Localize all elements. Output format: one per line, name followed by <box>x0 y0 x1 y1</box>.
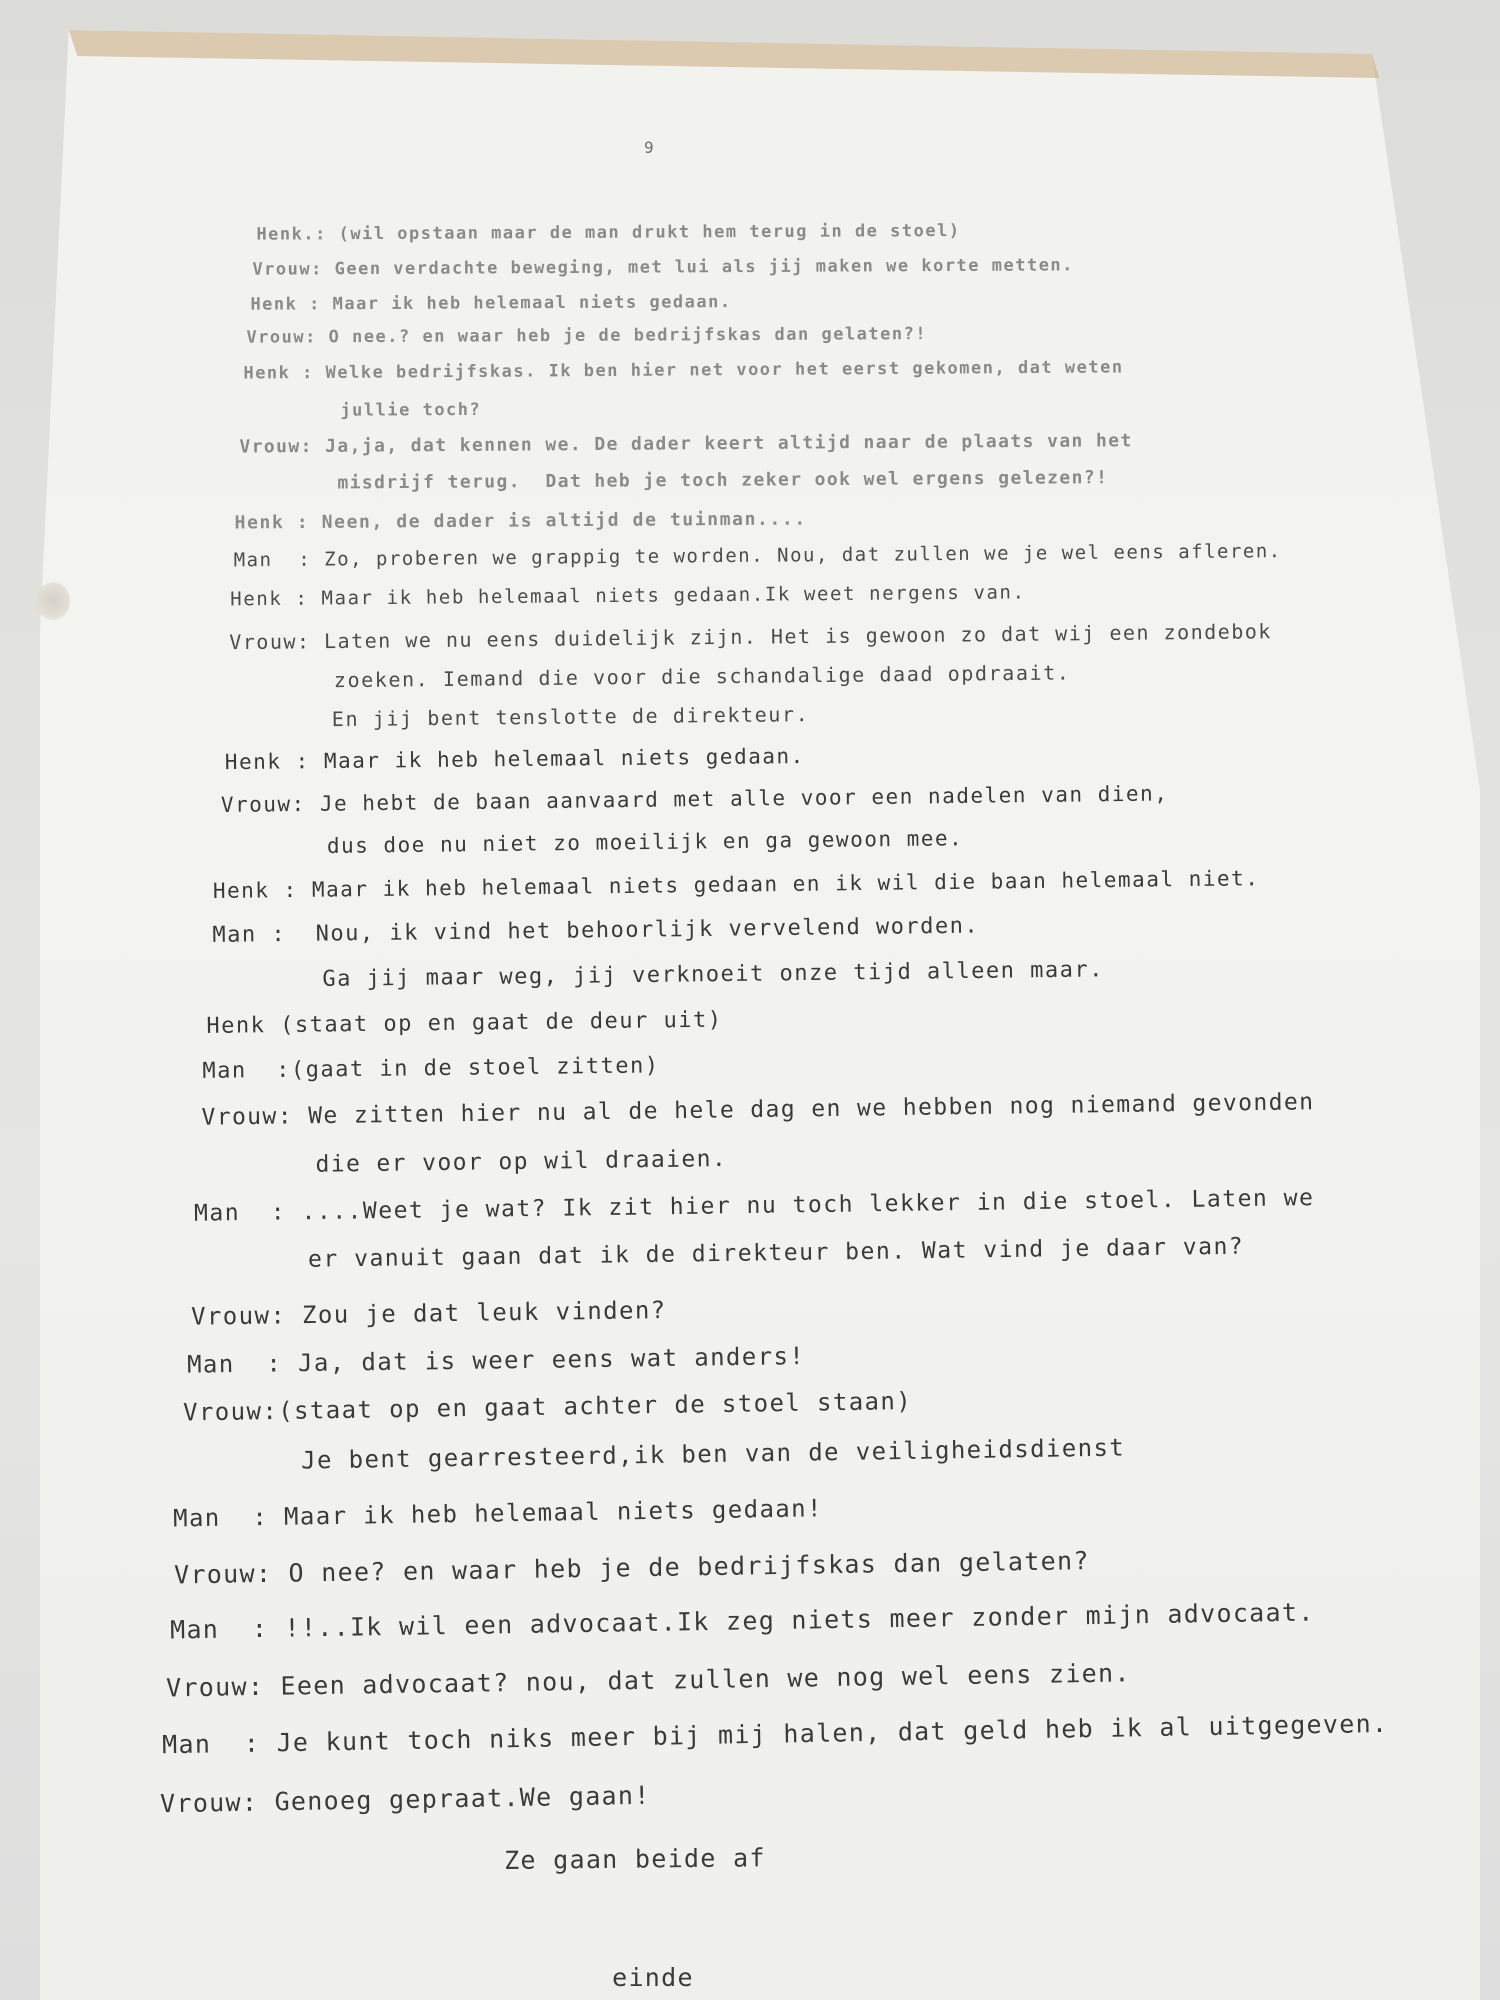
line-text: Zo, proberen we grappig te worden. Nou, dat zullen we je wel eens afleren. <box>324 540 1282 571</box>
line-text: Welke bedrijfskas. Ik ben hier net voor het eerst gekomen, dat weten <box>325 357 1124 383</box>
script-line: Man : Zo, proberen we grappig te worden. Nou, dat zullen we je wel eens afleren. <box>233 540 1282 572</box>
line-text: Nou, ik vind het behoorlijk vervelend worden. <box>315 913 980 947</box>
line-text: Genoeg gepraat.We gaan! <box>274 1780 651 1817</box>
speaker-name: Vrouw <box>173 1559 257 1590</box>
line-text: Maar ik heb helemaal niets gedaan! <box>283 1494 824 1531</box>
speaker-name: Vrouw <box>220 792 292 817</box>
speaker-name: Vrouw <box>182 1397 263 1427</box>
speaker-name: Henk <box>234 512 297 534</box>
speaker-name: Man <box>161 1728 245 1760</box>
speaker-name: Vrouw <box>159 1787 243 1819</box>
script-line: Man :(gaat in de stoel zitten) <box>202 1053 660 1084</box>
script-line: Vrouw: Eeen advocaat? nou, dat zullen we nog wel eens zien. <box>165 1658 1131 1703</box>
speaker-name: Henk <box>230 587 296 611</box>
script-line: Vrouw: Genoeg gepraat.We gaan! <box>159 1780 651 1819</box>
script-line: Henk : Maar ik heb helemaal niets gedaan en ik wil die baan helemaal niet. <box>212 866 1260 903</box>
script-line: Henk : Welke bedrijfskas. Ik ben hier net voor het eerst gekomen, dat weten <box>243 357 1124 384</box>
stage-direction: Ze gaan beide af <box>503 1843 766 1875</box>
script-line: Vrouw: O nee? en waar heb je de bedrijfskas dan gelaten? <box>173 1546 1090 1590</box>
speaker-name: Vrouw <box>201 1103 278 1131</box>
line-text: misdrijf terug. Dat heb je toch zeker ook wel ergens gelezen?! <box>337 467 1109 494</box>
line-text: Je kunt toch niks meer bij mij halen, dat geld heb ik al uitgegeven. <box>276 1708 1389 1758</box>
speaker-name: Vrouw <box>246 327 306 348</box>
speaker-name: Henk <box>212 878 284 903</box>
speaker-name: Man <box>186 1349 267 1379</box>
speaker-name: Vrouw <box>252 259 312 280</box>
line-text: Je bent gearresteerd,ik ben van de veiligheidsdienst <box>300 1433 1126 1475</box>
line-text: Maar ik heb helemaal niets gedaan en ik wil die baan helemaal niet. <box>311 866 1260 902</box>
script-line: Vrouw: Je hebt de baan aanvaard met alle voor een nadelen van dien, <box>220 781 1169 817</box>
line-text: jullie toch? <box>340 399 482 421</box>
ending-label: einde <box>612 1963 694 1992</box>
speaker-name: Henk <box>243 363 303 384</box>
line-text: ....Weet je wat? Ik zit hier nu toch lekker in die stoel. Laten we <box>301 1185 1315 1226</box>
script-line: Vrouw: Laten we nu eens duidelijk zijn. Het is gewoon zo dat wij een zondebok <box>229 619 1273 655</box>
script-line: Man : Je kunt toch niks meer bij mij halen, dat geld heb ik al uitgegeven. <box>161 1708 1389 1760</box>
line-text: die er voor op wil draaien. <box>315 1145 728 1178</box>
line-text: zoeken. Iemand die voor die schandalige daad opdraait. <box>333 660 1071 693</box>
speaker-name: Henk <box>206 1013 281 1039</box>
line-text: Maar ik heb helemaal niets gedaan. <box>332 292 732 315</box>
script-line: Vrouw: O nee.? en waar heb je de bedrijfskas dan gelaten?! <box>246 324 928 348</box>
speaker-name: Man <box>233 548 299 572</box>
speaker-name: Man <box>212 922 272 948</box>
script-line: Vrouw: We zitten hier nu al de hele dag en we hebben nog niemand gevonden <box>201 1089 1315 1131</box>
line-text: Neen, de dader is altijd de tuinman.... <box>321 508 807 533</box>
script-line: Vrouw: Geen verdachte beweging, met lui als jij maken we korte metten. <box>252 255 1074 280</box>
speaker-name: Vrouw <box>190 1301 271 1331</box>
script-line: Vrouw: Ja,ja, dat kennen we. De dader keert altijd naar de plaats van het <box>239 430 1133 458</box>
line-text: Maar ik heb helemaal niets gedaan.Ik weet nergens van. <box>321 581 1026 610</box>
line-text: Je hebt de baan aanvaard met alle voor een nadelen van dien, <box>319 781 1169 816</box>
speaker-name: Man <box>169 1614 253 1645</box>
page-number: 9 <box>644 138 654 157</box>
speaker-name: Man <box>172 1503 253 1533</box>
line-text: Ga jij maar weg, jij verknoeit onze tijd alleen maar. <box>322 957 1105 992</box>
line-text: En jij bent tenslotte de direkteur. <box>331 702 810 732</box>
script-line: Henk : Maar ik heb helemaal niets gedaan. <box>250 292 732 315</box>
line-text: O nee.? en waar heb je de bedrijfskas dan gelaten?! <box>328 324 928 348</box>
line-text: (wil opstaan maar de man drukt hem terug in de stoel) <box>338 220 961 245</box>
line-text: (gaat in de stoel zitten) <box>290 1053 660 1083</box>
line-text: (staat op en gaat de deur uit) <box>280 1007 723 1039</box>
line-text: We zitten hier nu al de hele dag en we hebben nog niemand gevonden <box>308 1089 1315 1130</box>
script-line: Man : Maar ik heb helemaal niets gedaan! <box>172 1494 824 1533</box>
script-line: Man : !!..Ik wil een advocaat.Ik zeg niets meer zonder mijn advocaat. <box>169 1597 1315 1645</box>
script-line: Man : ....Weet je wat? Ik zit hier nu toch lekker in die stoel. Laten we <box>193 1185 1315 1227</box>
line-text: (staat op en gaat achter de stoel staan) <box>277 1387 913 1426</box>
script-line: Vrouw: Zou je dat leuk vinden? <box>190 1296 667 1331</box>
script-line: Man : Ja, dat is weer eens wat anders! <box>186 1342 806 1379</box>
line-text: Eeen advocaat? nou, dat zullen we nog wel eens zien. <box>280 1658 1131 1701</box>
line-text: O nee? en waar heb je de bedrijfskas dan gelaten? <box>288 1546 1090 1588</box>
script-line: Henk.: (wil opstaan maar de man drukt hem terug in de stoel) <box>256 220 961 245</box>
speaker-name: Vrouw <box>165 1672 249 1703</box>
line-text: dus doe nu niet zo moeilijk en ga gewoon mee. <box>326 826 964 858</box>
script-line: Henk : Maar ik heb helemaal niets gedaan. <box>224 744 805 775</box>
speaker-name: Henk <box>250 294 310 315</box>
script-line: Henk : Neen, de dader is altijd de tuinman.... <box>234 508 807 534</box>
script-line: Man : Nou, ik vind het behoorlijk vervelend worden. <box>212 913 980 948</box>
line-text: Zou je dat leuk vinden? <box>301 1296 667 1330</box>
line-text: Ja, dat is weer eens wat anders! <box>297 1342 806 1378</box>
line-text: !!..Ik wil een advocaat.Ik zeg niets meer zonder mijn advocaat. <box>284 1597 1315 1643</box>
speaker-name: Man <box>193 1199 272 1227</box>
script-line: Vrouw:(staat op en gaat achter de stoel staan) <box>182 1387 913 1427</box>
line-text: Laten we nu eens duidelijk zijn. Het is gewoon zo dat wij een zondebok <box>323 619 1273 654</box>
script-line <box>514 1934 694 2000</box>
line-text: Ja,ja, dat kennen we. De dader keert altijd naar de plaats van het <box>325 430 1133 457</box>
speaker-name: Henk <box>224 749 296 775</box>
script-line <box>406 1814 767 1905</box>
speaker-name: Vrouw <box>239 436 301 458</box>
line-text: Geen verdachte beweging, met lui als jij maken we korte metten. <box>334 255 1074 280</box>
line-text: er vanuit gaan dat ik de direkteur ben. Wat vind je daar van? <box>307 1233 1245 1273</box>
speaker-name: Henk. <box>256 224 316 245</box>
speaker-name: Man <box>202 1058 277 1084</box>
speaker-name: Vrouw <box>229 629 298 655</box>
line-text: Maar ik heb helemaal niets gedaan. <box>323 744 805 774</box>
script-line: Henk : Maar ik heb helemaal niets gedaan.Ik weet nergens van. <box>230 581 1026 611</box>
